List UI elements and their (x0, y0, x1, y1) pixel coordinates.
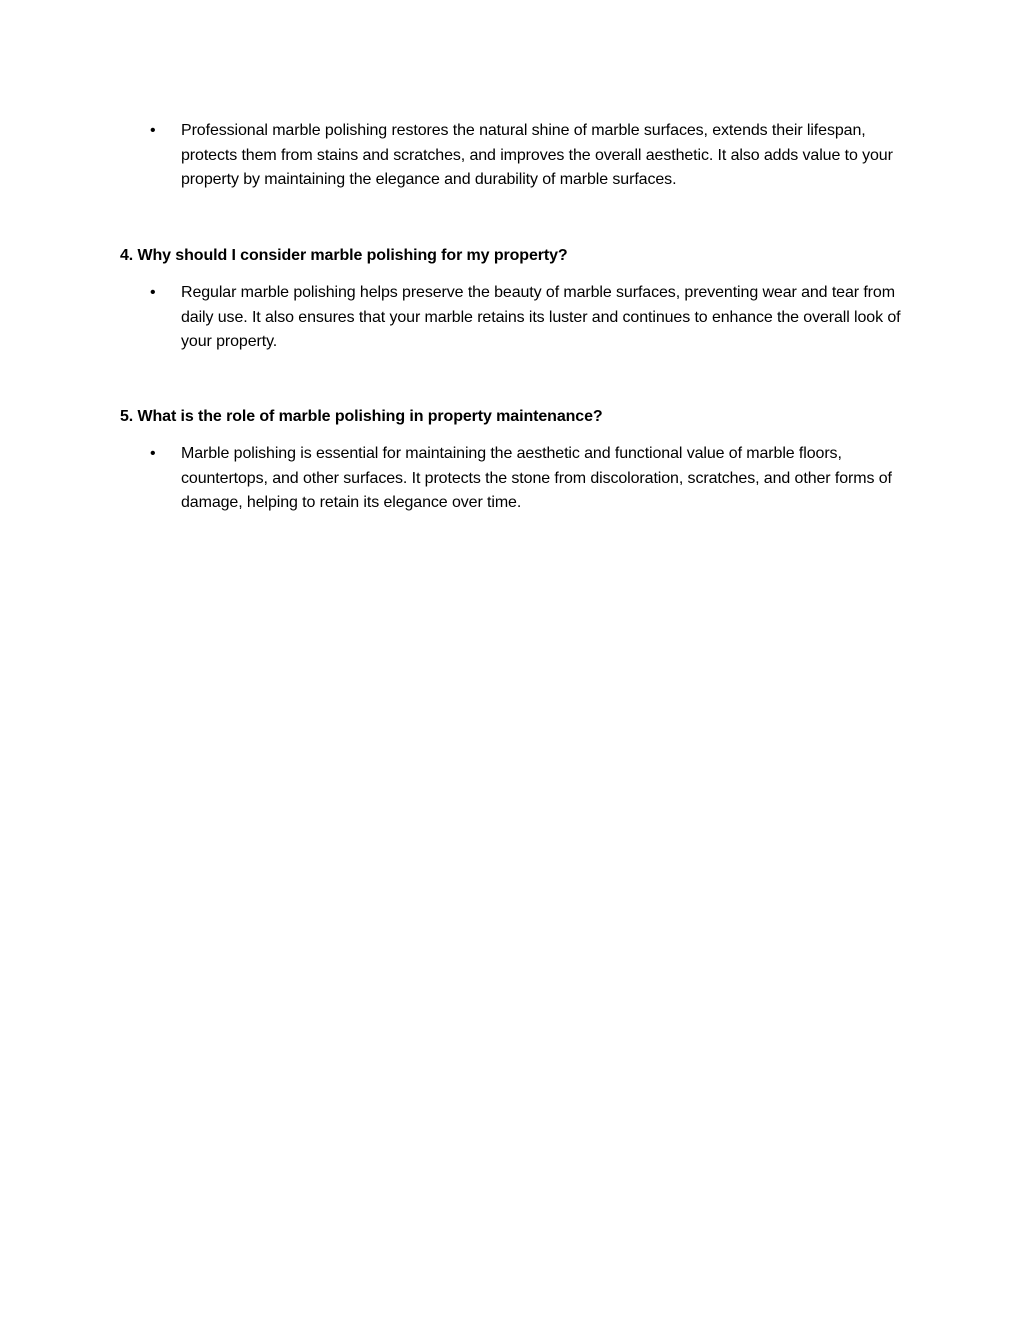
answer-bullet-item (150, 442, 910, 516)
question-heading-4: 4. Why should I consider marble polishing for my property? (120, 247, 568, 264)
answer-bullet-item (150, 281, 910, 355)
answer-text: Professional marble polishing restores the natural shine of marble surfaces, extends their lifespan, protects them from stains and scratches, and improves the overall aesthetic. It also adds value to your property by maintaining the elegance and durability of marble surfaces. (181, 122, 893, 188)
bullet-icon: • (150, 445, 156, 462)
answer-text: Marble polishing is essential for maintaining the aesthetic and functional value of marble floors, countertops, and other surfaces. It protects the stone from discoloration, scratches, and other forms of damage, helping to retain its elegance over time. (181, 445, 892, 511)
question-heading-5: 5. What is the role of marble polishing in property maintenance? (120, 408, 603, 425)
bullet-icon: • (150, 284, 156, 301)
answer-bullet-item (150, 119, 910, 193)
answer-text: Regular marble polishing helps preserve the beauty of marble surfaces, preventing wear and tear from daily use. It also ensures that your marble retains its luster and continues to enhance the overall look of your property. (181, 284, 901, 350)
bullet-icon: • (150, 122, 156, 139)
